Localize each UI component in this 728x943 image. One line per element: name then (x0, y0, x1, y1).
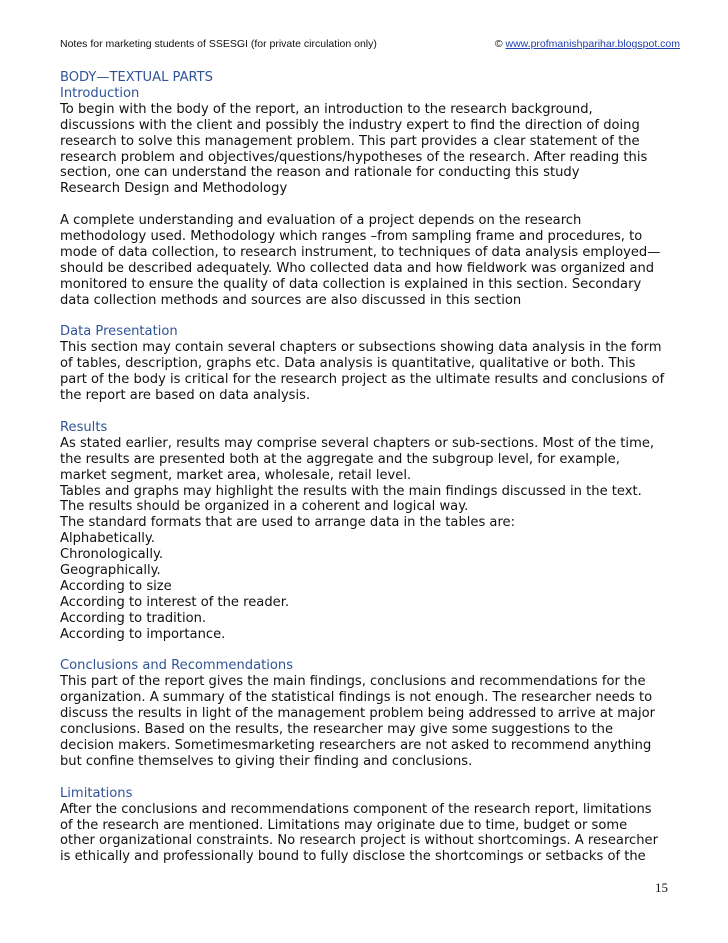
paragraph-gap (60, 197, 680, 213)
data-presentation-heading: Data Presentation (60, 324, 178, 340)
text-line: part of the body is critical for the research project as the ultimate results and conclusions of (60, 372, 665, 388)
text-line: The standard formats that are used to arrange data in the tables are: (60, 515, 516, 531)
text-line: of tables, description, graphs etc. Data analysis is quantitative, qualitative or both. This (60, 356, 636, 372)
text-line: the report are based on data analysis. (60, 388, 311, 404)
list-item: Chronologically. (60, 547, 163, 563)
text-line: methodology used. Methodology which ranges –from sampling frame and procedures, to (60, 229, 643, 245)
data-presentation-text (60, 340, 680, 404)
text-line: discussions with the client and possibly the industry expert to find the direction of doing (60, 117, 640, 133)
blog-link[interactable]: www.profmanishparihar.blogspot.com (505, 38, 680, 50)
text-line: monitored to ensure the quality of data collection is explained in this section. Secondary (60, 276, 642, 292)
introduction-text (60, 102, 680, 197)
list-item: According to interest of the reader. (60, 594, 290, 610)
text-line: mode of data collection, to research instrument, to techniques of data analysis employed— (60, 244, 661, 260)
text-line: This section may contain several chapters or subsections showing data analysis in the form (60, 340, 662, 356)
text-line: section, one can understand the reason and rationale for conducting this study (60, 165, 580, 181)
paragraph-gap (60, 643, 680, 659)
introduction-heading: Introduction (60, 85, 140, 101)
conclusions-text (60, 674, 680, 769)
text-line: but confine themselves to giving their finding and conclusions. (60, 753, 473, 769)
paragraph-gap (60, 309, 680, 325)
text-line: is ethically and professionally bound to fully disclose the shortcomings or setbacks of the (60, 849, 646, 865)
list-item: Geographically. (60, 563, 161, 579)
paragraph-gap (60, 404, 680, 420)
list-item: According to tradition. (60, 610, 207, 626)
text-line: other organizational constraints. No research project is without shortcomings. A researcher (60, 833, 658, 849)
document-page (60, 38, 680, 865)
copyright-symbol: © (494, 38, 503, 50)
limitations-heading: Limitations (60, 785, 133, 801)
text-line: research problem and objectives/questions/hypotheses of the research. After reading this (60, 149, 648, 165)
header-note: Notes for marketing students of SSESGI (for private circulation only) (60, 38, 377, 50)
list-item: Alphabetically. (60, 531, 155, 547)
text-line: of the research are mentioned. Limitations may originate due to time, budget or some (60, 817, 628, 833)
methodology-text (60, 213, 680, 308)
text-line: As stated earlier, results may comprise several chapters or sub-sections. Most of the time, (60, 435, 655, 451)
text-line: The results should be organized in a coherent and logical way. (60, 499, 469, 515)
list-item: According to importance. (60, 626, 226, 642)
text-line: decision makers. Sometimesmarketing researchers are not asked to recommend anything (60, 738, 652, 753)
results-heading: Results (60, 419, 108, 435)
limitations-text (60, 802, 680, 866)
text-line: conclusions. Based on the results, the researcher may give some suggestions to the (60, 722, 614, 738)
page-number: 15 (655, 880, 668, 895)
conclusions-heading: Conclusions and Recommendations (60, 658, 294, 674)
text-line: After the conclusions and recommendations component of the research report, limitations (60, 801, 652, 817)
text-line: the results are presented both at the aggregate and the subgroup level, for example, (60, 451, 620, 467)
text-line: discuss the results in light of the management problem being addressed to arrive at major (60, 706, 656, 722)
text-line: data collection methods and sources are also discussed in this section (60, 292, 522, 308)
text-line: market segment, market area, wholesale, retail level. (60, 467, 412, 483)
header-source (495, 38, 680, 50)
paragraph-gap (60, 770, 680, 786)
text-line: organization. A summary of the statistical findings is not enough. The researcher needs to (60, 690, 653, 706)
running-header (60, 38, 680, 50)
text-line: To begin with the body of the report, an introduction to the research background, (60, 101, 593, 117)
results-text (60, 436, 680, 643)
text-line: Tables and graphs may highlight the results with the main findings discussed in the text. (60, 483, 642, 499)
text-line: This part of the report gives the main findings, conclusions and recommendations for the (60, 674, 646, 690)
text-line: Research Design and Methodology (60, 181, 288, 197)
text-line: should be described adequately. Who collected data and how fieldwork was organized and (60, 260, 655, 276)
document-body (60, 70, 680, 865)
text-line: research to solve this management problem. This part provides a clear statement of the (60, 133, 640, 149)
section-title: BODY—TEXTUAL PARTS (60, 70, 213, 85)
text-line: A complete understanding and evaluation of a project depends on the research (60, 213, 582, 229)
list-item: According to size (60, 578, 172, 594)
